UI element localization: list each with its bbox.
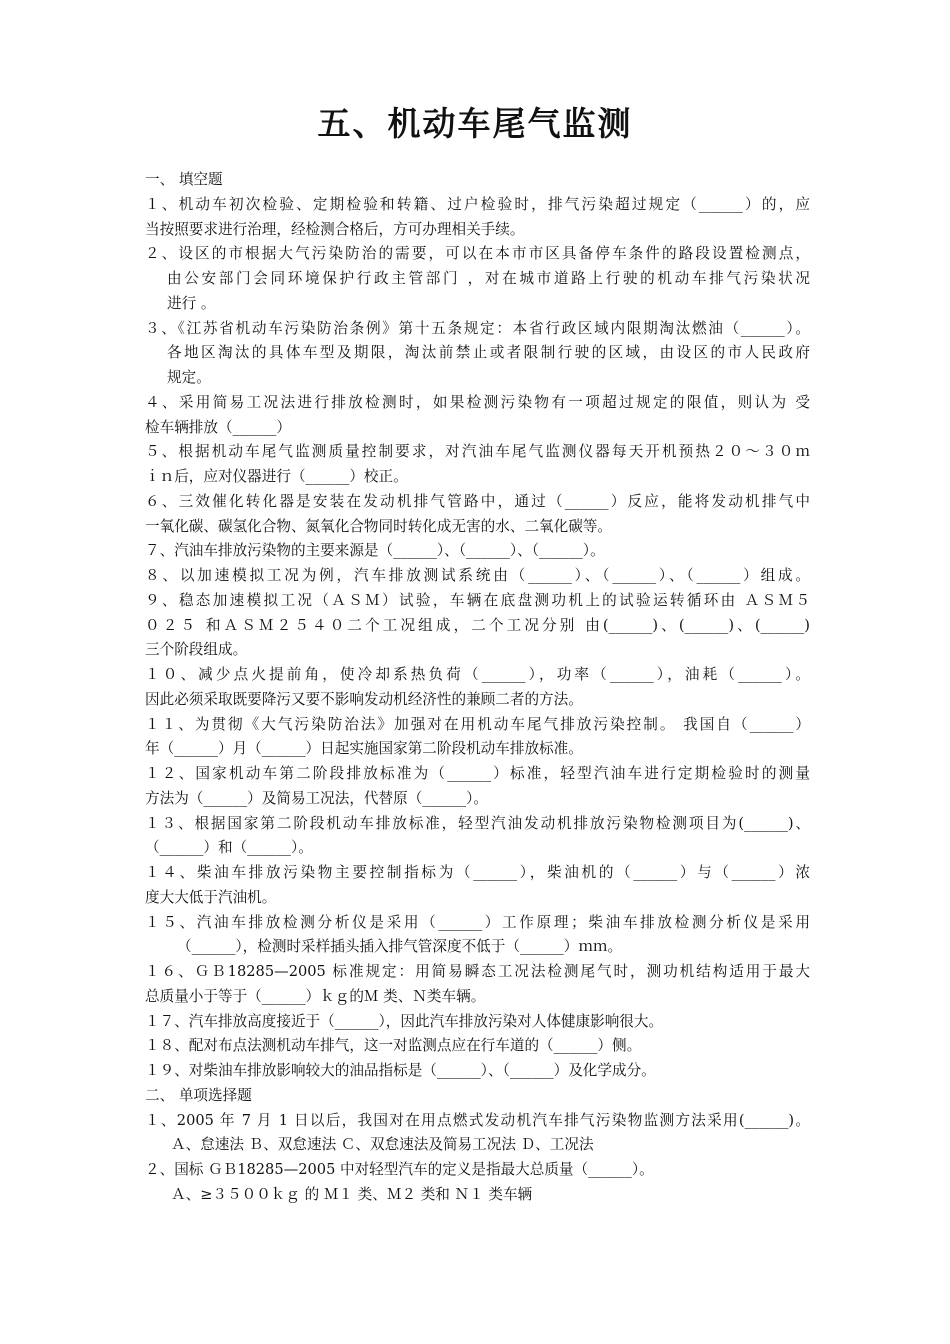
question-line: ７、汽油车排放污染物的主要来源是（______）、（______）、（______）。 (145, 542, 605, 560)
question-line: 检车辆排放（______） (145, 418, 291, 436)
page-title: 五、机动车尾气监测 (317, 104, 633, 143)
question-line: ９、稳态加速模拟工况（ＡＳＭ）试验，车辆在底盘测功机上的试验运转循环由 ＡＳＭ５ (145, 591, 810, 609)
question-line: ０２５ 和ＡＳＭ２５４０二个工况组成，二个工况分别 由(______)、(______)、(______) (145, 616, 810, 634)
question-line: ２、设区的市根据大气污染防治的需要，可以在本市市区具备停车条件的路段设置检测点， (145, 245, 810, 263)
question-line: １９、对柴油车排放影响较大的油品指标是（______）、（______）及化学成分。 (145, 1062, 656, 1079)
question-line: １８、配对布点法测机动车排气，这一对监测点应在行车道的（______）侧。 (145, 1037, 642, 1055)
question-line: ５、根据机动车尾气监测质量控制要求，对汽油车尾气监测仪器每天开机预热２０～３０ｍ (145, 443, 810, 461)
section-heading-single-choice: 二、 单项选择题 (145, 1086, 252, 1104)
question-line: ３、《江苏省机动车污染防治条例》第十五条规定：本省行政区域内限期淘汰燃油（______）。 (145, 319, 810, 337)
section-heading-fill-in: 一、 填空题 (145, 171, 223, 188)
question-line: 方法为（______）及简易工况法，代替原（______）。 (145, 789, 488, 807)
question-line: ８、以加速模拟工况为例，汽车排放测试系统由（______）、（______）、（______）组成。 (145, 567, 810, 584)
question-line: １、机动车初次检验、定期检验和转籍、过户检验时，排气污染超过规定（______）的，应 (145, 195, 810, 213)
question-line: １１、为贯彻《大气污染防治法》加强对在用机动车尾气排放污染控制。 我国自（______） (145, 715, 810, 733)
question-line: １５、汽油车排放检测分析仪是采用（______）工作原理；柴油车排放检测分析仪是采用 (145, 913, 810, 931)
question-line: 总质量小于等于（______）ｋｇ的Ｍ 类、Ｎ类车辆。 (145, 987, 486, 1005)
question-line: ｉｎ后，应对仪器进行（______）校正。 (145, 468, 408, 485)
question-line: １、2005 年 7 月 1 日以后，我国对在用点燃式发动机汽车排气污染物监测方法采用(______)。 (145, 1111, 810, 1129)
question-line: 三个阶段组成。 (145, 641, 248, 659)
question-line: １２、国家机动车第二阶段排放标准为（______）标准，轻型汽油车进行定期检验时的测量 (145, 765, 810, 782)
question-line: １６、ＧＢ18285—2005 标准规定：用简易瞬态工况法检测尾气时，测功机结构适用于最大 (145, 963, 810, 980)
question-line: 由公安部门会同环境保护行政主管部门 ，对在城市道路上行驶的机动车排气污染状况 (167, 270, 810, 287)
question-line: 因此必须采取既要降污又要不影响发动机经济性的兼顾二者的方法。 (145, 690, 583, 708)
question-line: 规定。 (167, 369, 211, 386)
question-line: （______）和（______）。 (145, 839, 313, 857)
document-body (145, 168, 810, 1208)
choice-options: Ａ、≥３５００ｋｇ 的 Ｍ１ 类、Ｍ２ 类和 Ｎ１ 类车辆 (171, 1185, 533, 1203)
question-line: ２、国标 ＧＢ18285—2005 中对轻型汽车的定义是指最大总质量（______）。 (145, 1161, 654, 1178)
question-line: 年（______）月（______）日起实施国家第二阶段机动车排放标准。 (145, 740, 583, 758)
choice-options: Ａ、怠速法 Ｂ、双怠速法 Ｃ、双怠速法及简易工况法 Ｄ、工况法 (171, 1136, 594, 1154)
question-line: 度大大低于汽油机。 (145, 888, 277, 906)
question-line: １０、减少点火提前角，使冷却系热负荷（______），功率（______），油耗（______）。 (145, 666, 810, 683)
question-line: ６、三效催化转化器是安装在发动机排气管路中，通过（______）反应，能将发动机排气中 (145, 492, 810, 510)
question-line: （______），检测时采样插头插入排气管深度不低于（______）ｍｍ。 (177, 938, 623, 956)
question-line: 进行 。 (167, 294, 216, 312)
question-line: 各地区淘汰的具体车型及期限，淘汰前禁止或者限制行驶的区域，由设区的市人民政府 (167, 344, 810, 362)
question-line: 一氧化碳、碳氢化合物、氮氧化合物同时转化成无害的水、二氧化碳等。 (145, 517, 613, 535)
question-line: １７、汽车排放高度接近于（______），因此汽车排放污染对人体健康影响很大。 (145, 1012, 664, 1030)
question-line: 当按照要求进行治理，经检测合格后，方可办理相关手续。 (145, 220, 525, 238)
question-line: １４、柴油车排放污染物主要控制指标为（______），柴油机的（______）与（______）浓 (145, 864, 810, 881)
question-line: ４、采用简易工况法进行排放检测时，如果检测污染物有一项超过规定的限值，则认为 受 (145, 393, 810, 411)
question-line: １３、根据国家第二阶段机动车排放标准，轻型汽油发动机排放污染物检测项目为(______)、 (145, 814, 810, 832)
